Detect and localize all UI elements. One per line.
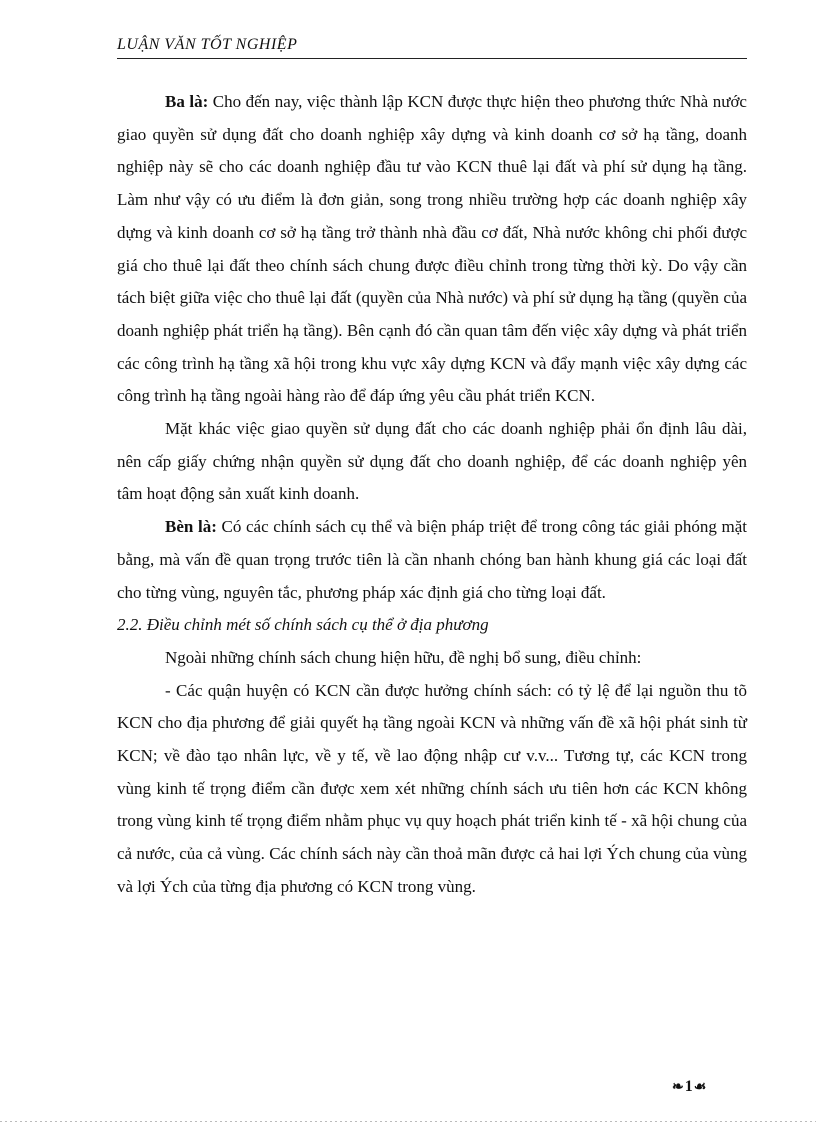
- running-header: LUẬN VĂN TỐT NGHIỆP: [117, 36, 747, 59]
- paragraph-lead: Bèn là:: [165, 517, 217, 537]
- paragraph-mat-khac: Mặt khác việc giao quyền sử dụng đất cho các doanh nghiệp phải ổn định lâu dài, nên cấp giấy chứng nhận quyền sử dụng đất cho doanh nghiệp, để các doanh nghiệp yên tâm hoạt động sản xuất kinh doanh.: [117, 419, 747, 504]
- paragraph-text: Cho đến nay, việc thành lập KCN được thực hiện theo phương thức Nhà nước giao quyền sử dụng đất cho doanh nghiệp xây dựng và kinh doanh cơ sở hạ tầng, doanh nghiệp này sẽ cho các doanh nghiệp đầu tư vào KCN thuê lại đất và phí sử dụng hạ tầng. Làm như vậy có ưu điểm là đơn giản, song trong nhiều trường hợp các doanh nghiệp xây dựng và kinh doanh cơ sở hạ tầng trở thành nhà đầu cơ đất, Nhà nước không chi phối được giá cho thuê lại đất theo chính sách chung được điều chỉnh trong từng thời kỳ. Do vậy cần tách biệt giữa việc cho thuê lại đất (quyền của Nhà nước) và phí sử dụng hạ tầng (quyền của doanh nghiệp phát triển hạ tầng). Bên cạnh đó cần quan tâm đến việc xây dựng và phát triển các công trình hạ tầng xã hội trong khu vực xây dựng KCN và đẩy mạnh việc xây dựng các công trình hạ tầng ngoài hàng rào để đáp ứng yêu cầu phát triển KCN.: [117, 92, 747, 406]
- paragraph-lead: Ba là:: [165, 92, 209, 111]
- paragraph-ba-la: [117, 86, 747, 413]
- paragraph-quan-huyen: - Các quận huyện có KCN cần được hưởng chính sách: có tỷ lệ để lại nguồn thu tõ KCN cho địa phương để giải quyết hạ tầng ngoài KCN và những vấn đề xã hội phát sinh từ KCN; về đào tạo nhân lực, về y tế, về lao động nhập cư v.v... Tương tự, các KCN trong vùng kinh tế trọng điểm cần được xem xét những chính sách ưu tiên hơn các KCN không trong vùng kinh tế trọng điểm nhằm phục vụ quy hoạch phát triển kinh tế - xã hội chung của cả nước, của cả vùng. Các chính sách này cần thoả mãn được cả hai lợi Ých chung của vùng và lợi Ých của từng địa phương có KCN trong vùng.: [117, 680, 747, 896]
- ornament-left-icon: ❧: [672, 1080, 685, 1095]
- body-content: [117, 86, 747, 904]
- paragraph-ben-la: [117, 511, 747, 609]
- bottom-dotted-rule: [0, 1121, 816, 1122]
- paragraph-ngoai-nhung: Ngoài những chính sách chung hiện hữu, đề nghị bổ sung, điều chỉnh:: [165, 647, 642, 667]
- paragraph-text: Có các chính sách cụ thể và biện pháp triệt để trong công tác giải phóng mặt bằng, mà vấn đề quan trọng trước tiên là cần nhanh chóng ban hành khung giá các loại đất cho từng vùng, nguyên tắc, phương pháp xác định giá cho từng loại đất.: [117, 517, 747, 602]
- page-number: 1: [684, 1078, 694, 1095]
- section-heading: 2.2. Điều chỉnh mét số chính sách cụ thể ở địa phương: [117, 615, 489, 635]
- page-footer: [672, 1078, 707, 1096]
- ornament-right-icon: ☙: [693, 1080, 708, 1095]
